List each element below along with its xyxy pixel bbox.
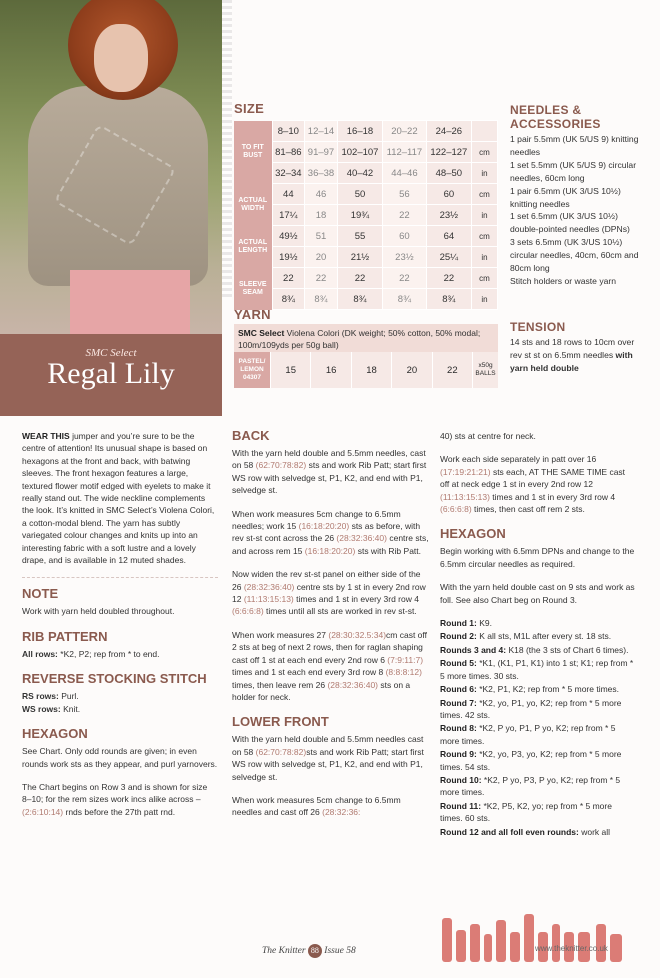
ws-lead: WS rows:: [22, 703, 61, 714]
column-3: [440, 430, 636, 839]
round-text: *K2, P5, K2, yo; rep from * 5 more times. 60 sts.: [440, 800, 612, 824]
list-item: 1 set 5.5mm (UK 5/US 9) circular needles, 60cm long: [510, 159, 637, 183]
table-cell: 64: [426, 226, 471, 247]
needles-list: [510, 133, 640, 288]
yarn-heading: YARN: [234, 307, 271, 322]
size-values: (28:30:32.5:34): [328, 629, 387, 640]
text-run: times and 1 st in every 3rd row 4: [489, 491, 616, 502]
round-lead: Round 10:: [440, 774, 482, 785]
actual-width-label: ACTUAL WIDTH: [234, 184, 272, 226]
intro-text: jumper and you’re sure to be the centre of attention! Its unusual shape is based on hexagons at the front and back, with batwing sleeves. The front hexagon features a large, textured flower motif edged with eyelets to make it really stand out. The wide neckline complements the look. It’s knitted in SMC Select’s Violena Colori, a cotton-modal blend. The yarn has subtly variegated colour changes and knits up into an interesting fabric with a soft lustre and a lovely drape, and is available in 12 muted shades.: [22, 431, 215, 566]
table-cell: 40–42: [337, 163, 382, 184]
yarn-description: [234, 324, 498, 354]
round-text: *K2, P yo, P3, P yo, K2; rep from * 5 more times.: [440, 774, 621, 798]
table-cell: 55: [337, 226, 382, 247]
size-values: (11:13:15:13): [440, 491, 490, 502]
size-values: (8:8:8:12): [385, 667, 422, 678]
yarn-amount: 18: [351, 352, 391, 388]
table-cell: 60: [383, 226, 427, 247]
list-item: 1 set 6.5mm (UK 3/US 10½) double-pointed needles (DPNs): [510, 211, 630, 235]
table-cell: 18: [305, 205, 338, 226]
table-cell: 8¾: [305, 289, 338, 310]
yarn-unit: x50g BALLS: [472, 352, 498, 388]
yarn-amount: 22: [432, 352, 472, 388]
pattern-title: Regal Lily: [47, 357, 175, 390]
round-line: [440, 774, 636, 799]
size-values: (28:32:36:: [322, 807, 361, 818]
size-values: (16:18:20:20): [304, 545, 356, 556]
hexagon-text-1: See Chart. Only odd rounds are given; in even rounds work sts as they appear, and purl yarnovers.: [22, 746, 218, 769]
ws-body: Knit.: [60, 703, 81, 714]
round-lead: Round 7:: [440, 697, 477, 708]
table-cell: in: [472, 205, 498, 226]
table-cell: 22: [383, 268, 427, 289]
table-cell: cm: [472, 226, 498, 247]
hexagon2-p1: Begin working with 6.5mm DPNs and change to the 6.5mm circular needles as required.: [440, 546, 635, 569]
size-values: (2:6:10:14): [22, 806, 64, 817]
rss-heading: REVERSE STOCKING STITCH: [22, 671, 207, 687]
round-line: [440, 697, 636, 722]
table-cell: 21½: [337, 247, 382, 268]
round-lead: Round 6:: [440, 684, 477, 695]
tension-text: [510, 336, 640, 375]
size-table: [234, 120, 498, 310]
round-text: *K1, (K1, P1, K1) into 1 st; K1; rep from * 5 more times. 30 sts.: [440, 658, 634, 681]
round-line: [440, 657, 636, 682]
rib-text: [22, 648, 218, 660]
table-cell: 44–46: [383, 163, 427, 184]
table-cell: 48–50: [426, 163, 471, 184]
column-1: [22, 430, 218, 829]
divider: [22, 577, 218, 578]
text-run: times and 1 st each end every 3rd row 8: [232, 667, 386, 678]
table-cell: 20: [305, 247, 338, 268]
rs-body: Purl.: [58, 691, 79, 702]
note-text: Work with yarn held doubled throughout.: [22, 606, 175, 617]
table-cell: in: [472, 289, 498, 310]
table-cell: 12–14: [305, 121, 338, 142]
website: www.theknitter.co.uk: [535, 944, 608, 953]
column-2: [232, 426, 430, 830]
list-item: 1 pair 6.5mm (UK 3/US 10½) knitting needles: [510, 185, 621, 209]
table-cell: 19¾: [337, 205, 382, 226]
table-cell: 91–97: [305, 142, 338, 163]
round-lead: Round 2:: [440, 631, 477, 642]
table-cell: 22: [383, 205, 427, 226]
round-line: [440, 722, 636, 747]
back-p3: [232, 568, 430, 618]
round-text: *K2, yo, P3, yo, K2; rep from * 5 more times. 54 sts.: [440, 749, 622, 772]
text-run: centre sts by 1 st in every 2nd row 12: [232, 581, 426, 605]
page-number: 88: [308, 944, 322, 958]
table-cell: 44: [272, 184, 305, 205]
table-cell: 8¾: [383, 289, 427, 310]
table-cell: 122–127: [426, 142, 471, 163]
round-text: work all: [578, 826, 611, 837]
list-item: Stitch holders or waste yarn: [510, 275, 617, 286]
page-footer: [262, 944, 356, 958]
table-cell: 36–38: [305, 163, 338, 184]
table-cell: cm: [472, 184, 498, 205]
round-text: K all sts, M1L after every st. 18 sts.: [476, 631, 612, 642]
text-run: With the yarn held double and 5.5mm needles cast on 58: [232, 734, 424, 757]
round-lead: Round 8:: [440, 723, 477, 734]
round-line: [440, 683, 636, 695]
table-cell: 22: [305, 268, 338, 289]
table-cell: 22: [426, 268, 471, 289]
table-cell: 22: [272, 268, 305, 289]
text-run: sts each, AT THE SAME TIME cast off at neck edge 1 st in every 2nd row 12: [440, 466, 626, 490]
text-run: Work each side separately in patt over 16: [440, 454, 597, 465]
text-run: times until all sts are worked in rev st-st.: [263, 606, 417, 617]
table-cell: 8–10: [272, 121, 305, 142]
table-cell: 25¼: [426, 247, 471, 268]
tension-body: 14 sts and 18 rows to 10cm over rev st st on 6.5mm needles: [510, 337, 635, 360]
lower-front-heading: LOWER FRONT: [232, 714, 329, 730]
table-cell: 32–34: [272, 163, 305, 184]
round-line: [440, 800, 636, 825]
needles-heading: NEEDLES & ACCESSORIES: [510, 103, 601, 131]
table-cell: 49½: [272, 226, 305, 247]
table-cell: 112–117: [383, 142, 427, 163]
table-cell: 20–22: [383, 121, 427, 142]
rss-text: [22, 690, 218, 715]
table-cell: cm: [472, 142, 498, 163]
text-run: times and 1 st in every 3rd row 4: [293, 594, 419, 605]
size-values: (16:18:20:20): [298, 521, 350, 532]
text-run: cm cast off 2 sts at beg of next 2 rows, then for raglan shaping cast off 1 st at each end every 2nd row 6: [232, 629, 427, 665]
back-p2: [232, 508, 430, 558]
round-lead: Round 1:: [440, 618, 477, 629]
round-text: *K2, yo, P1, yo, K2; rep from * 5 more times. 42 sts.: [440, 697, 622, 720]
yarn-amount: 16: [310, 352, 350, 388]
text-run: times, then leave rem 26: [232, 679, 328, 690]
table-cell: 24–26: [426, 121, 471, 142]
size-values: (62:70:78:82): [255, 460, 307, 471]
text-run: rnds before the 27th patt rnd.: [63, 806, 176, 817]
round-lead: Round 11:: [440, 800, 482, 811]
hexagon2-heading: HEXAGON: [440, 526, 506, 542]
size-values: (28:32:36:40): [327, 679, 379, 690]
table-cell: 23½: [426, 205, 471, 226]
text-run: times, then cast off rem 2 sts.: [471, 504, 585, 515]
issue-number: Issue 58: [324, 946, 356, 956]
rib-lead: All rows:: [22, 648, 58, 659]
hexagon-heading: HEXAGON: [22, 726, 88, 742]
intro-paragraph: [22, 430, 218, 566]
table-cell: 17¼: [272, 205, 305, 226]
size-values: (17:19:21:21): [440, 466, 491, 477]
round-lead: Round 12 and all foll even rounds:: [440, 826, 579, 837]
size-values: (6:6:6:8): [232, 606, 264, 617]
round-lead: Rounds 3 and 4:: [440, 644, 507, 655]
table-cell: 81–86: [272, 142, 305, 163]
lower-front-p2: [232, 794, 430, 819]
note-heading: NOTE: [22, 586, 59, 602]
text-run: sts with Rib Patt.: [355, 545, 422, 556]
round-text: K18 (the 3 sts of Chart 6 times).: [506, 644, 629, 655]
yarn-amount: 20: [391, 352, 431, 388]
col3-p1: [440, 453, 636, 515]
table-cell: in: [472, 247, 498, 268]
round-text: *K2, P yo, P1, P yo, K2; rep from * 5 more times.: [440, 723, 616, 746]
brand-name: SMC Select: [85, 347, 137, 359]
sleeve-seam-label: SLEEVE SEAM: [234, 268, 272, 310]
yarn-amount: 15: [270, 352, 310, 388]
text-run: Now widen the rev st-st panel on either side of the 26: [232, 569, 421, 592]
size-values: (7:9:11:7): [387, 654, 424, 665]
back-p1: [232, 447, 430, 497]
binding-edge: [222, 0, 232, 300]
table-cell: 51: [305, 226, 338, 247]
tension-heading: TENSION: [510, 320, 566, 334]
list-item: 1 pair 5.5mm (UK 5/US 9) knitting needles: [510, 134, 639, 157]
table-cell: 50: [337, 184, 382, 205]
round-line: [440, 748, 636, 773]
table-cell: 22: [337, 268, 382, 289]
table-cell: 19½: [272, 247, 305, 268]
round-text: *K2, P1, K2; rep from * 5 more times.: [476, 684, 620, 695]
round-lead: Round 5:: [440, 658, 477, 669]
table-cell: 8¾: [337, 289, 382, 310]
table-cell: 16–18: [337, 121, 382, 142]
table-cell: 23½: [383, 247, 427, 268]
text-run: sts and work Rib Patt; start first WS row with selvedge st, P1, K2, and end with P1, selvedge st.: [232, 460, 427, 496]
size-values: (11:13:15:13): [243, 594, 294, 605]
tension-bold: with yarn held double: [510, 349, 633, 373]
size-values: (28:32:36:40): [336, 533, 387, 544]
yarn-brand: SMC Select: [238, 328, 285, 338]
yarn-amount-row: [234, 352, 498, 388]
rs-lead: RS rows:: [22, 691, 59, 702]
yarn-desc-text: Violena Colori (DK weight; 50% cotton, 50% modal; 100m/109yds per 50g ball): [238, 328, 481, 350]
text-run: When work measures 5cm change to 6.5mm needles; work 15: [232, 508, 401, 532]
hexagon-text-2: [22, 781, 218, 818]
text-run: With the yarn held double and 5.5mm needles, cast on 58: [232, 448, 426, 471]
col3-p0: 40) sts at centre for neck.: [440, 431, 536, 441]
table-cell: in: [472, 163, 498, 184]
table-cell: [472, 121, 498, 142]
to-fit-bust-label: TO FIT BUST: [234, 121, 272, 184]
text-run: When work measures 27: [232, 629, 329, 640]
text-run: When work measures 5cm change to 6.5mm needles and cast off 26: [232, 794, 401, 818]
intro-lead: WEAR THIS: [22, 431, 70, 441]
size-values: (28:32:36:40): [243, 581, 295, 592]
back-heading: BACK: [232, 428, 270, 443]
text-run: The Chart begins on Row 3 and is shown for size 8–10; for the rem sizes work incs alike across –: [22, 781, 208, 805]
round-line: [440, 630, 636, 642]
rib-body: *K2, P2; rep from * to end.: [57, 648, 160, 659]
table-cell: 46: [305, 184, 338, 205]
table-cell: 8¾: [426, 289, 471, 310]
size-values: (6:6:6:8): [440, 504, 472, 515]
magazine-name: The Knitter: [262, 946, 306, 956]
model-photo: [0, 0, 222, 334]
watermark-logo-icon: [440, 900, 655, 970]
hexagon2-p2: With the yarn held double cast on 9 sts and work as foll. See also Chart beg on Round 3.: [440, 582, 635, 605]
round-line: [440, 644, 636, 656]
round-line: [440, 826, 636, 838]
size-heading: SIZE: [234, 101, 265, 116]
text-run: sts as before, with rev st-st cont across the 26: [232, 521, 421, 544]
size-values: (62:70:78:82): [255, 746, 307, 757]
text-run: sts on a holder for neck.: [232, 679, 411, 702]
round-text: K9.: [476, 618, 492, 629]
list-item: 3 sets 6.5mm (UK 3/US 10½) circular needles, 40cm, 60cm and 80cm long: [510, 237, 639, 274]
round-lead: Round 9:: [440, 749, 477, 760]
round-line: [440, 617, 636, 629]
text-run: centre sts, and across rem 15: [232, 533, 429, 556]
table-cell: 8¾: [272, 289, 305, 310]
table-cell: 60: [426, 184, 471, 205]
text-run: sts and work Rib Patt; start first WS row with selvedge st, P1, K2, and end with P1, selvedge st.: [232, 746, 424, 782]
table-cell: 56: [383, 184, 427, 205]
back-p4: [232, 629, 430, 703]
lower-front-p1: [232, 733, 430, 783]
yarn-shade-label: PASTEL/ LEMON 04307: [234, 352, 270, 388]
table-cell: cm: [472, 268, 498, 289]
rib-heading: RIB PATTERN: [22, 628, 108, 644]
table-cell: 102–107: [337, 142, 382, 163]
actual-length-label: ACTUAL LENGTH: [234, 226, 272, 268]
